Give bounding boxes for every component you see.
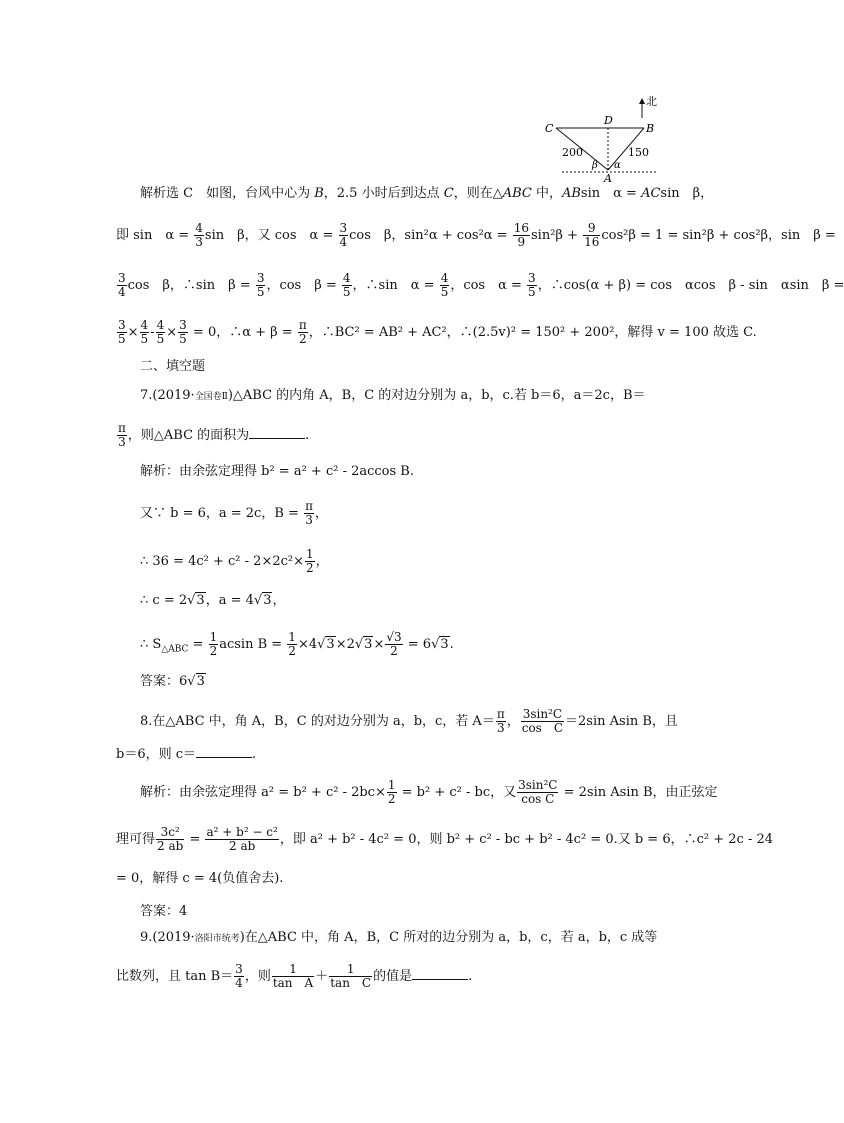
answer-blank xyxy=(412,967,468,980)
q7-answer: 答案：6√3 xyxy=(140,674,205,689)
north-label: 北 xyxy=(646,95,657,108)
q8-answer: 答案：4 xyxy=(140,904,188,919)
q7-sol3: ∴ 36 = 4c² + c² - 2×2c²× $\frac{1}{2}$ ， xyxy=(140,547,329,575)
q8-line1: 8.在△ABC 中，角 A，B，C 的对边分别为 a，b，c，若 A＝ $\frac{\pi}{3}$ ， $\frac{\text{3sin²C}}{\text{cos C}}$ ＝2sin Asin B，且 xyxy=(140,707,678,735)
angle-alpha: α xyxy=(614,160,621,171)
sol6-line1: 解析选 C 如图，台风中心为 B，2.5 小时后到达点 C，则在△ABC 中，ABsin α = ACsin β， xyxy=(140,186,714,201)
q7-sol4: ∴ c = 2√3，a = 4√3， xyxy=(140,593,286,608)
sol6-line2: 即 sin α = $\frac{4}{3}$ sin β，又 cos α = $\frac{3}{4}$ cos β，sin²α + cos²α = $\frac{16}{9}$ sin²β + $\frac{9}{16}$ cos²β = 1 = sin²β + cos²β，sin β = xyxy=(116,221,836,249)
q8-sol1: 解析：由余弦定理得 a² = b² + c² - 2bc× $\frac{1}{2}$ = b² + c² - bc，又 $\frac{\text{3sin²C}}{\text{cos C}}$ = 2sin Asin B，由正弦定 xyxy=(140,778,718,806)
q7-line1: 7.(2019·全国卷Ⅱ)△ABC 的内角 A，B，C 的对边分别为 a，b，c.若 b＝6，a＝2c，B＝ xyxy=(140,388,646,403)
point-c: C xyxy=(545,122,554,135)
point-d: D xyxy=(604,114,613,127)
length-150: 150 xyxy=(628,146,649,159)
q8-sol2: 理可得 $\frac{\text{3c²}}{2 ab}$ = $\frac{\text{a² + b² − c²}}{2 ab}$ ，即 a² + b² - 4c² = 0，则 b² + c² - bc + b² - 4c² = 0.又 b = 6，∴c² + 2c - 24 xyxy=(116,825,774,853)
section-title: 二、填空题 xyxy=(140,359,206,374)
q9-line1: 9.(2019·洛阳市统考)在△ABC 中，角 A，B，C 所对的边分别为 a，b，c，若 a，b，c 成等 xyxy=(140,930,658,945)
q9-line2: 比数列，且 tan B＝ $\frac{3}{4}$ ，则 $\frac{1}{\text{tan A}}$ ＋ $\frac{1}{\text{tan C}}$ 的值是 . xyxy=(116,962,473,990)
sol6-line3: $\frac{3}{4}$ cos β，∴sin β = $\frac{3}{5}$ ，cos β = $\frac{4}{5}$ ，∴sin α = $\frac{4}{5}$ ，cos α = $\frac{3}{5}$ ，∴cos(α + β) = cos αcos β - sin αsin β = xyxy=(118,271,844,299)
point-a: A xyxy=(604,172,612,185)
sol6-line4: $\frac{3}{5}$ × $\frac{4}{5}$ - $\frac{4}{5}$ × $\frac{3}{5}$ = 0，∴α + β = $\frac{\pi}{2}$ ，∴BC² = AB² + AC²，∴(2.5v)² = 150² + 200²，解得 v = 100 故选 C. xyxy=(118,318,757,346)
length-200: 200 xyxy=(562,146,583,159)
q8-sol3: = 0，解得 c = 4(负值舍去). xyxy=(116,871,284,886)
angle-beta: β xyxy=(592,160,598,171)
q7-line2: $\frac{\pi}{3}$ ，则△ABC 的面积为 . xyxy=(118,421,310,449)
q7-sol1: 解析：由余弦定理得 b² = a² + c² - 2accos B. xyxy=(140,464,414,479)
triangle-figure xyxy=(540,92,670,185)
point-b: B xyxy=(646,122,655,135)
q7-sol5: ∴ $S_{\triangle ABC}$ = $\frac{1}{2}$ acsin B = $\frac{1}{2}$ ×4√3×2√3× $\frac{√3}{2}$ = 6√3. xyxy=(140,630,454,658)
q7-sol2: 又∵ b = 6，a = 2c，B = $\frac{\pi}{3}$ ， xyxy=(140,499,328,527)
q8-line2: b＝6，则 c＝ . xyxy=(116,747,257,762)
answer-blank xyxy=(249,426,305,439)
answer-blank xyxy=(196,745,252,758)
